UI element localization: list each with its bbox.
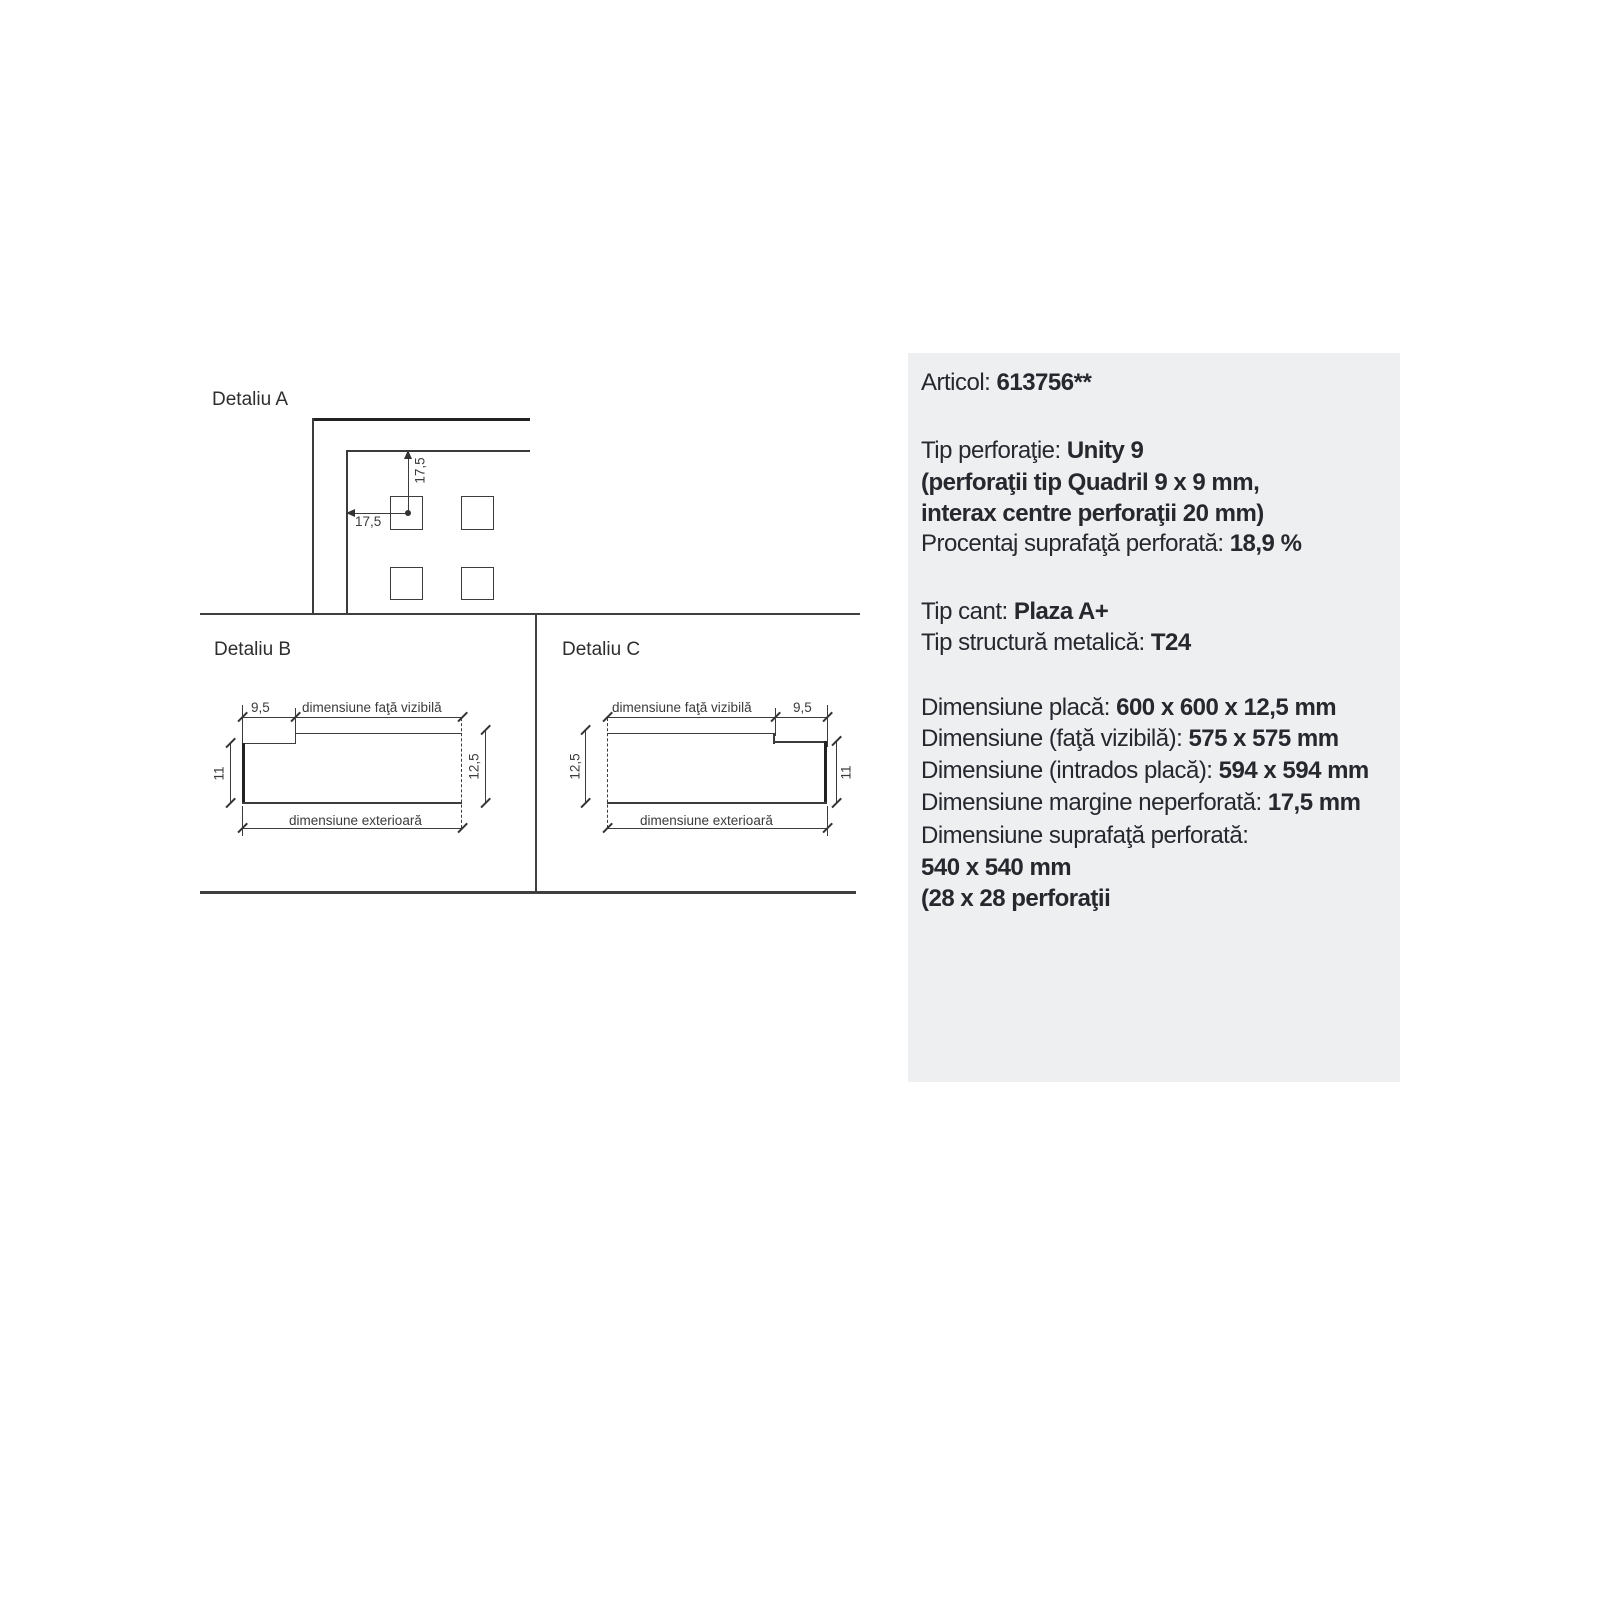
detail-a-dim-horizontal-label: 17,5 — [355, 514, 382, 529]
spec-value: 594 x 594 mm — [1218, 757, 1369, 784]
detail-b-top-dim-line — [242, 717, 462, 719]
spec-value: interax centre perforaţii 20 mm) — [921, 500, 1264, 527]
spec-line-procentaj — [921, 529, 1301, 559]
spec-value: (28 x 28 perforaţii — [921, 885, 1111, 912]
spec-label: Dimensiune (intrados placă): — [921, 757, 1219, 784]
spec-line-28x28 — [921, 884, 1110, 914]
perforation-square — [461, 496, 494, 530]
detail-b-profile-top-left — [243, 743, 296, 745]
spec-label: Tip cant: — [921, 598, 1014, 625]
dim-arrow-up-icon — [404, 450, 412, 459]
spec-value: 575 x 575 mm — [1188, 725, 1339, 752]
detail-b-face-label: dimensiune faţă vizibilă — [302, 700, 442, 715]
spec-line-tip-cant — [921, 597, 1108, 627]
detail-b-profile-edge — [242, 743, 245, 805]
spec-line-tip-perforatie — [921, 436, 1143, 466]
detail-a-title: Detaliu A — [212, 389, 289, 410]
spec-line-dim-intrados — [921, 756, 1369, 786]
detail-a-perforation-border-line-v — [346, 450, 348, 614]
detail-a-perforation-border-line-h — [346, 450, 530, 452]
detail-a-dim-line-vertical — [408, 450, 410, 513]
detail-c-title: Detaliu C — [562, 639, 641, 660]
spec-label: Dimensiune placă: — [921, 694, 1117, 721]
detail-c-left-dim-line — [585, 730, 587, 803]
detail-b-exterior-label: dimensiune exterioară — [289, 813, 422, 828]
spec-line-interax — [921, 499, 1264, 529]
spec-label: Tip perforaţie: — [921, 437, 1067, 464]
detail-c-profile-dashed-edge — [607, 718, 608, 828]
detail-c-left-thickness-label: 12,5 — [567, 753, 583, 780]
spec-label: Tip structură metalică: — [921, 629, 1151, 656]
spec-label: Dimensiune (faţă vizibilă): — [921, 725, 1189, 752]
detail-a-left-edge-line — [312, 418, 314, 614]
dim-arrow-left-icon — [346, 509, 355, 517]
detail-b-title: Detaliu B — [214, 639, 292, 660]
spec-line-articol — [921, 368, 1091, 398]
spec-line-540 — [921, 853, 1071, 883]
spec-line-structura — [921, 628, 1191, 658]
detail-c-profile-top-right — [773, 741, 826, 743]
spec-value: (perforaţii tip Quadril 9 x 9 mm, — [921, 469, 1260, 496]
spec-label: Dimensiune suprafaţă perforată: — [921, 822, 1249, 849]
spec-line-dim-fata — [921, 724, 1339, 754]
detail-b-left-thickness-label: 11 — [211, 766, 227, 781]
detail-b-profile-bottom — [242, 802, 462, 804]
spec-panel — [908, 353, 1400, 1082]
spec-label: Procentaj suprafaţă perforată: — [921, 530, 1230, 557]
dim-extension-line — [827, 705, 829, 747]
detail-b-right-thickness-label: 12,5 — [466, 753, 482, 780]
spec-label: Dimensiune margine neperforată: — [921, 789, 1268, 816]
detail-c-margin-label: 9,5 — [793, 700, 812, 715]
dim-extension-line — [242, 705, 244, 747]
detail-c-profile-bottom — [607, 802, 827, 804]
detail-c-profile-edge — [824, 741, 827, 804]
spec-value: 17,5 mm — [1267, 789, 1361, 816]
spec-value: Unity 9 — [1066, 437, 1144, 464]
detail-b-profile-top-face — [295, 733, 462, 735]
spec-line-dim-margine — [921, 788, 1360, 818]
section-divider-bottom — [200, 891, 856, 894]
spec-value: 613756** — [996, 369, 1092, 396]
dim-extension-line — [242, 806, 244, 836]
detail-a-panel-edge-line — [312, 418, 530, 421]
dim-center-dot-icon — [405, 510, 411, 516]
dim-extension-line — [827, 806, 829, 836]
spec-line-dim-suprafata — [921, 821, 1248, 851]
perforation-square — [461, 567, 494, 600]
spec-value: 600 x 600 x 12,5 mm — [1116, 694, 1337, 721]
detail-b-margin-label: 9,5 — [251, 700, 270, 715]
detail-c-exterior-label: dimensiune exterioară — [640, 813, 773, 828]
detail-c-face-label: dimensiune faţă vizibilă — [612, 700, 752, 715]
detail-b-left-dim-line — [230, 743, 232, 803]
detail-b-profile-dashed-edge — [461, 718, 462, 828]
detail-c-top-dim-line — [607, 717, 827, 719]
spec-label: Articol: — [921, 369, 997, 396]
section-divider-vertical — [535, 613, 537, 893]
spec-line-perforatii-detail — [921, 468, 1259, 498]
detail-c-profile-top-face — [607, 733, 774, 735]
spec-value: T24 — [1150, 629, 1191, 656]
detail-b-right-dim-line — [485, 730, 487, 803]
spec-value: Plaza A+ — [1013, 598, 1109, 625]
spec-value: 540 x 540 mm — [921, 854, 1072, 881]
detail-c-right-thickness-label: 11 — [838, 765, 854, 780]
detail-c-right-dim-line — [836, 741, 838, 803]
detail-a-dim-vertical-label: 17,5 — [412, 457, 428, 484]
perforation-square — [390, 567, 423, 600]
spec-line-dim-placa — [921, 693, 1336, 723]
spec-value: 18,9 % — [1229, 530, 1302, 557]
section-divider-top — [200, 613, 860, 615]
